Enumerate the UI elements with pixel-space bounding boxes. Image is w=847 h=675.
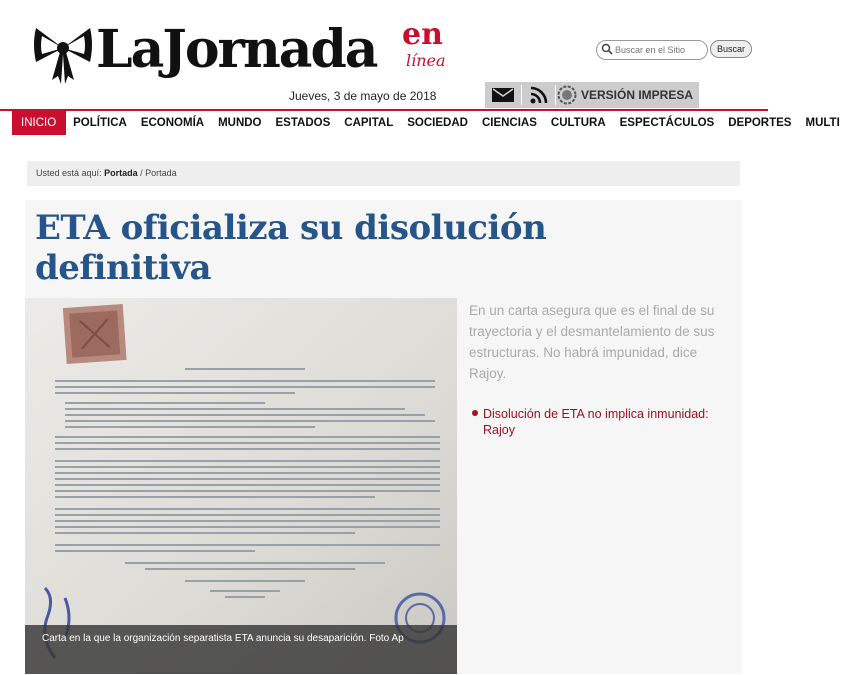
nav-item-estados[interactable]: ESTADOS [275,117,331,129]
utility-bar [485,82,699,108]
search-icon [601,43,613,55]
search-input[interactable] [615,42,703,57]
photo-caption [25,625,457,674]
breadcrumb-link-portada[interactable]: Portada [104,168,138,178]
rss-link[interactable] [523,82,555,108]
version-impresa-label: VERSIÓN IMPRESA [581,88,694,102]
nav-item-cultura[interactable]: CULTURA [550,117,606,129]
nav-item-mundo[interactable]: MUNDO [218,117,262,129]
photo-caption-text: Carta en la que la organización separatista ETA anuncia su desaparición. Foto Ap [42,633,404,644]
nav-item-capital[interactable]: CAPITAL [344,117,394,129]
bow-emblem-icon [30,14,96,86]
article-photo[interactable] [25,298,457,674]
nav-item-multimedia[interactable]: MULTI [805,117,840,129]
logo-linea: línea [406,51,446,70]
search-box [596,40,708,60]
nav-item-politica[interactable]: POLÍTICA [73,117,127,129]
nav-item-deportes[interactable]: DEPORTES [728,117,792,129]
nav-item-ciencias[interactable]: CIENCIAS [481,117,537,129]
nav-item-economia[interactable]: ECONOMÍA [140,117,205,129]
mail-link[interactable] [487,82,519,108]
featured-article [25,200,742,674]
nav-item-inicio[interactable]: INICIO [12,111,66,135]
mail-icon [492,88,514,102]
breadcrumb [27,161,740,186]
article-summary: En un carta asegura que es el final de su trayectoria y el desmantelamiento de sus estructuras. No habrá impunidad, dice Rajoy. [469,303,715,381]
divider [555,85,556,105]
article-headline[interactable]: ETA oficializa su disolución definitiva [35,208,547,288]
printed-edition-icon [557,85,577,105]
breadcrumb-prefix: Usted está aquí: [36,168,102,178]
related-link[interactable]: Disolución de ETA no implica inmunidad: Rajoy [483,407,709,437]
rss-icon [530,86,548,104]
logo-en: en [402,17,443,52]
nav-item-sociedad[interactable]: SOCIEDAD [407,117,468,129]
current-date: Jueves, 3 de mayo de 2018 [289,89,437,103]
search-button[interactable]: Buscar [710,40,752,58]
divider [521,85,522,105]
breadcrumb-separator: / [140,168,143,178]
bullet-icon [472,410,478,416]
main-nav [0,109,840,135]
site-logo[interactable] [30,14,450,86]
logo-wordmark: LaJornada [96,19,377,80]
nav-item-espectaculos[interactable]: ESPECTÁCULOS [619,117,715,129]
eta-letter-image [25,298,457,674]
version-impresa-link[interactable] [557,82,693,108]
breadcrumb-current: Portada [145,168,177,178]
